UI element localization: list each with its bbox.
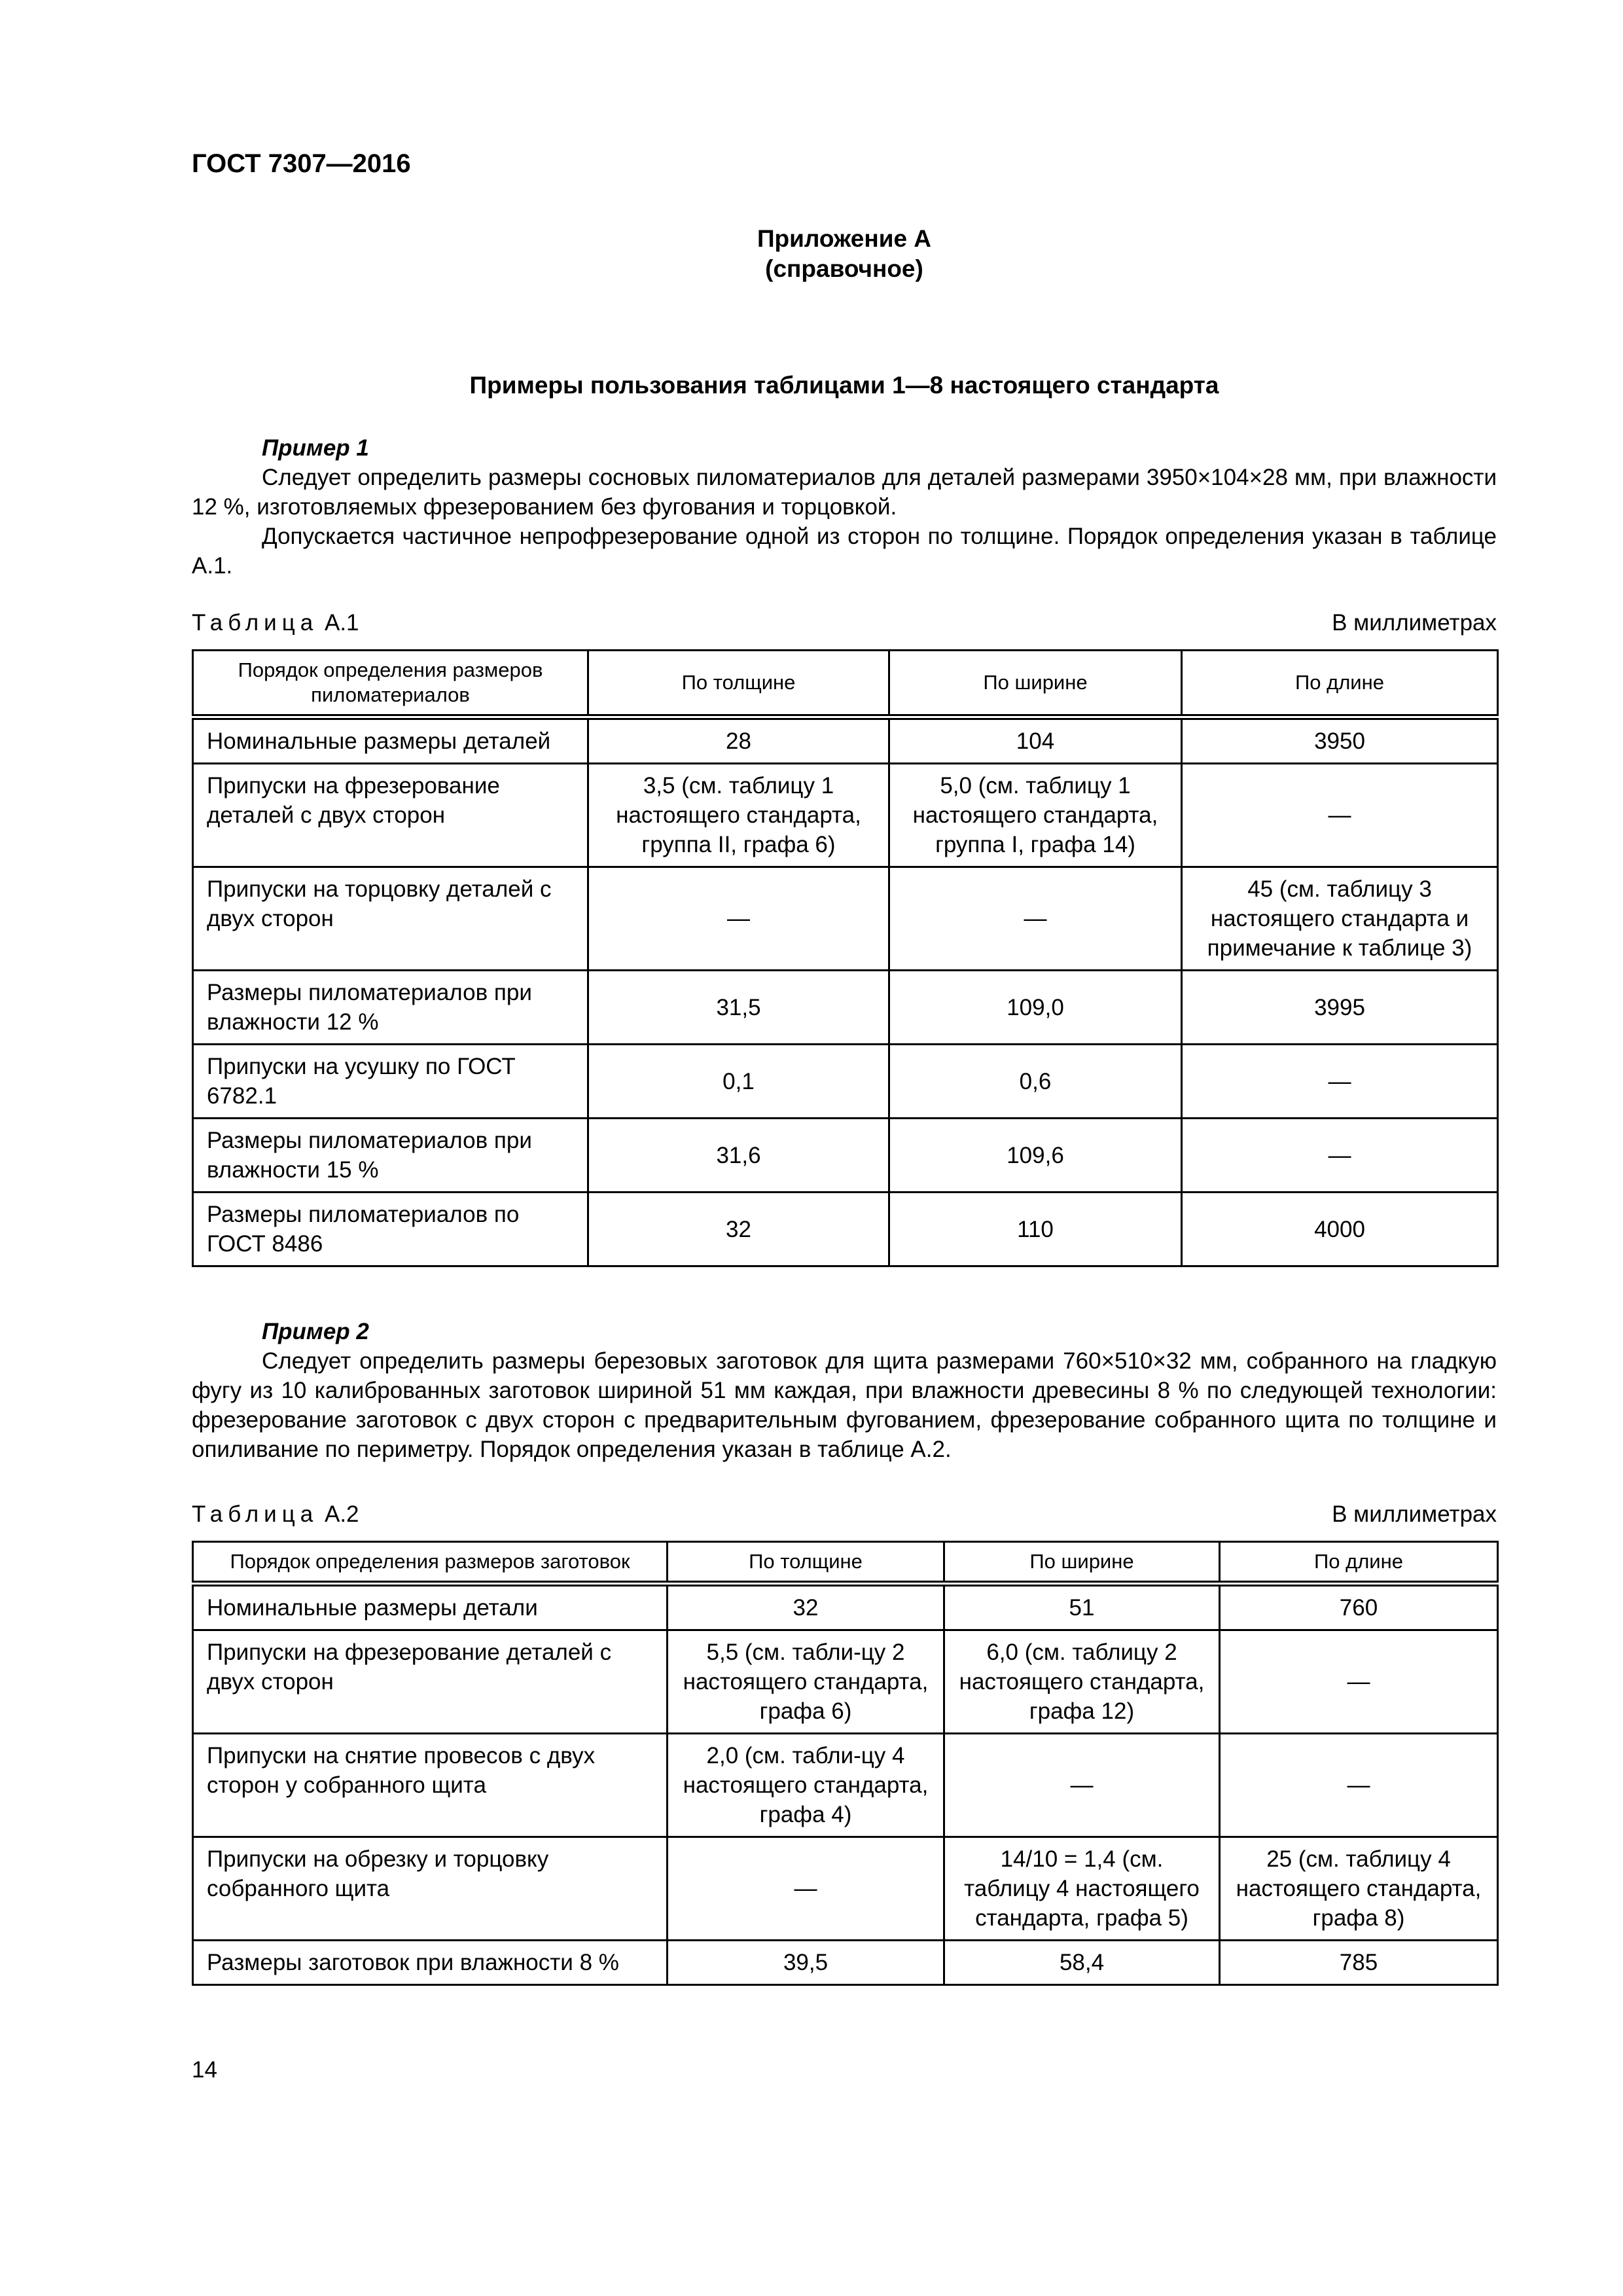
table-cell: 4000 (1182, 1193, 1498, 1266)
table-row (193, 717, 1498, 764)
table-cell: 31,5 (588, 971, 889, 1045)
table-cell: 2,0 (см. табли-цу 4 настоящего стандарта, графа 4) (668, 1734, 944, 1837)
example-2-title: Пример 2 (262, 1319, 369, 1344)
table-cell: — (944, 1734, 1220, 1837)
table-cell: 39,5 (668, 1941, 944, 1985)
table-cell: 109,0 (889, 971, 1182, 1045)
table-2-header-cell: Порядок определения размеров заготовок (193, 1542, 668, 1584)
table-1-number: А.1 (324, 610, 359, 636)
table-cell: 785 (1220, 1941, 1498, 1985)
table-cell: Размеры пиломатериалов по ГОСТ 8486 (193, 1193, 588, 1266)
table-1-caption-label: Таблица (192, 610, 319, 636)
table-cell: — (1220, 1734, 1498, 1837)
table-2-header-cell: По ширине (944, 1542, 1220, 1584)
table-cell: 32 (588, 1193, 889, 1266)
table-cell: — (588, 867, 889, 971)
table-cell: 32 (668, 1584, 944, 1630)
table-2-number: А.2 (324, 1501, 359, 1527)
table-cell: 14/10 = 1,4 (см. таблицу 4 настоящего стандарта, графа 5) (944, 1837, 1220, 1941)
table-cell: 28 (588, 717, 889, 764)
table-1-units: В миллиметрах (1332, 610, 1497, 636)
table-1-header-cell: По толщине (588, 651, 889, 717)
table-cell: 45 (см. таблицу 3 настоящего стандарта и примечание к таблице 3) (1182, 867, 1498, 971)
table-2-header-cell: По длине (1220, 1542, 1498, 1584)
table-1-header-cell: По ширине (889, 651, 1182, 717)
table-cell: Размеры заготовок при влажности 8 % (193, 1941, 668, 1985)
table-cell: 3995 (1182, 971, 1498, 1045)
appendix-note: (справочное) (765, 255, 923, 282)
table-cell: — (668, 1837, 944, 1941)
standard-code: ГОСТ 7307—2016 (192, 149, 411, 178)
table-1-header-cell: Порядок определения размеров пиломатериалов (193, 651, 588, 717)
table-row (193, 1734, 1498, 1837)
table-2-units: В миллиметрах (1332, 1501, 1497, 1527)
example-1-paragraph-1: Следует определить размеры сосновых пиломатериалов для деталей размерами 3950×104×28 мм, при влажности 12 %, изготовляемых фрезерованием без фугования и торцовкой. (192, 465, 1497, 520)
table-2-caption (192, 1500, 1497, 1529)
table-cell: 104 (889, 717, 1182, 764)
table-cell: Размеры пиломатериалов при влажности 12 % (193, 971, 588, 1045)
table-cell: 31,6 (588, 1119, 889, 1193)
table-cell: Припуски на фрезерование деталей с двух сторон (193, 1630, 668, 1734)
table-cell: Припуски на фрезерование деталей с двух сторон (193, 764, 588, 867)
page-number: 14 (192, 2057, 217, 2083)
table-2-header-row (193, 1542, 1498, 1584)
section-title: Примеры пользования таблицами 1—8 настоящего стандарта (469, 372, 1219, 399)
table-cell: — (1182, 1119, 1498, 1193)
example-2 (192, 1317, 1497, 1464)
table-cell: 109,6 (889, 1119, 1182, 1193)
table-2-header-cell: По толщине (668, 1542, 944, 1584)
table-cell: 25 (см. таблицу 4 настоящего стандарта, графа 8) (1220, 1837, 1498, 1941)
table-cell: Припуски на обрезку и торцовку собранного щита (193, 1837, 668, 1941)
table-cell: Припуски на снятие провесов с двух сторон у собранного щита (193, 1734, 668, 1837)
table-cell: Припуски на торцовку деталей с двух сторон (193, 867, 588, 971)
table-cell: Номинальные размеры детали (193, 1584, 668, 1630)
table-cell: 110 (889, 1193, 1182, 1266)
appendix-heading (192, 224, 1497, 284)
table-1 (192, 649, 1499, 1267)
table-cell: 5,5 (см. табли-цу 2 настоящего стандарта, графа 6) (668, 1630, 944, 1734)
table-1-header-row (193, 651, 1498, 717)
table-row (193, 1941, 1498, 1985)
table-cell: 0,6 (889, 1045, 1182, 1119)
example-1 (192, 433, 1497, 581)
table-cell: Размеры пиломатериалов при влажности 15 % (193, 1119, 588, 1193)
table-row (193, 1630, 1498, 1734)
table-cell: — (889, 867, 1182, 971)
table-1-caption (192, 609, 1497, 637)
table-cell: 3950 (1182, 717, 1498, 764)
table-row (193, 764, 1498, 867)
table-row (193, 1837, 1498, 1941)
table-2 (192, 1541, 1499, 1986)
table-cell: Номинальные размеры деталей (193, 717, 588, 764)
table-row (193, 1045, 1498, 1119)
example-1-title: Пример 1 (262, 435, 369, 461)
table-cell: — (1182, 1045, 1498, 1119)
table-row (193, 867, 1498, 971)
table-row (193, 971, 1498, 1045)
table-cell: — (1220, 1630, 1498, 1734)
table-cell: Припуски на усушку по ГОСТ 6782.1 (193, 1045, 588, 1119)
table-cell: — (1182, 764, 1498, 867)
table-row (193, 1584, 1498, 1630)
example-2-paragraph-1: Следует определить размеры березовых заготовок для щита размерами 760×510×32 мм, собранного на гладкую фугу из 10 калиброванных заготовок шириной 51 мм каждая, при влажности древесины 8 % по следующей технологии: фрезерование заготовок с двух сторон с предварительным фугованием, фрезерование собранного щита по толщине и опиливание по периметру. Порядок определения указан в таблице А.2. (192, 1348, 1497, 1462)
appendix-title: Приложение А (757, 225, 932, 252)
table-cell: 51 (944, 1584, 1220, 1630)
table-2-caption-label: Таблица (192, 1501, 319, 1527)
table-cell: 58,4 (944, 1941, 1220, 1985)
table-cell: 6,0 (см. таблицу 2 настоящего стандарта, графа 12) (944, 1630, 1220, 1734)
table-1-header-cell: По длине (1182, 651, 1498, 717)
example-1-paragraph-2: Допускается частичное непрофрезерование одной из сторон по толщине. Порядок определения указан в таблице А.1. (192, 524, 1497, 579)
table-cell: 5,0 (см. таблицу 1 настоящего стандарта, группа I, графа 14) (889, 764, 1182, 867)
table-cell: 0,1 (588, 1045, 889, 1119)
table-cell: 3,5 (см. таблицу 1 настоящего стандарта, группа II, графа 6) (588, 764, 889, 867)
table-row (193, 1193, 1498, 1266)
table-cell: 760 (1220, 1584, 1498, 1630)
table-row (193, 1119, 1498, 1193)
